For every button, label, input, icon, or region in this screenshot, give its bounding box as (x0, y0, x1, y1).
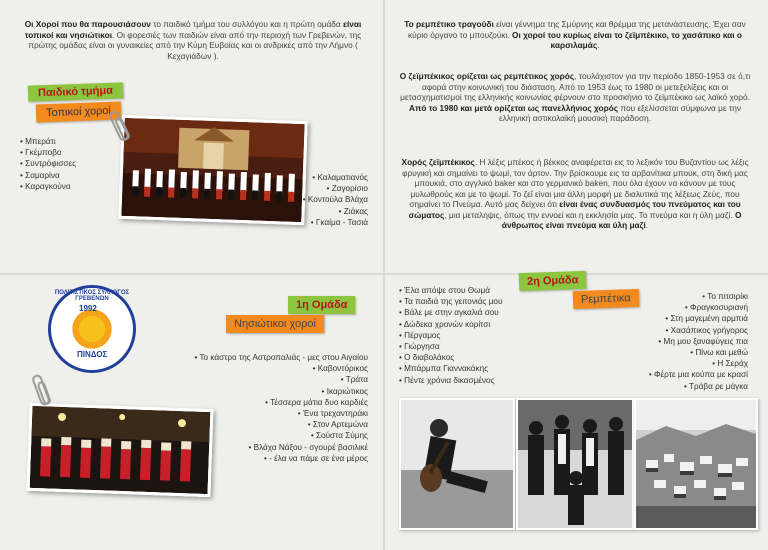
logo-ring-text: ΠΟΛΙΤΙΣΤΙΚΟΣ ΣΥΛΛΟΓΟΣ ΓΡΕΒΕΝΩΝ (54, 290, 130, 302)
logo-year: 1992 (79, 304, 97, 313)
list-item: • Μπεράτι (20, 136, 76, 147)
tag-rebetika: Ρεμπέτικα (573, 289, 639, 309)
etymology-text-1: . Η λέξις μπέκος ή βέκκος αναφέρεται εις το λεξικόν του Βυζαντίου ως λέξις φρυγική και σημαίνει το ψωμί, τον άρτον. Την βρίσκουμε εις τα αρβανίτικα μπουκ, στη δική μας μπουκιά, στο αγγλικό baker και στο γερμανικό baken, που όλα έχουν να κάνουν με τους μυλωθρούς και με το ψωμί. Το ζεΐ είναι μια άλλη μορφή με διαλυτικά της λέξεως Ζεύς, που σημαίνει το Πνεύμα. Αυτό μας δείχνει ότι (402, 157, 749, 209)
tag-childrens-section: Παιδικό τμήμα (28, 82, 123, 101)
intro-text-2: . Οι φορεσιές των παιδιών είναι από την περιοχή των Γρεβενών, της πρώτης ομάδας είναι οι γυναικείες από την Κύμη Ευβοίας και οι ανδρικές από την Λήμνο ( Κεχαγιάδων ). (28, 29, 362, 61)
intro-text-1: το παιδικό τμήμα του συλλόγου και η πρώτη ομάδα (150, 19, 344, 29)
bw-photo-town (634, 398, 758, 530)
list-item: • Χασάπικος γρήγορος (600, 325, 748, 336)
rebetiko-bold-2: Οι χοροί του κυρίως είναι το ζεϊμπέκικο, το χασάπικο και ο καρσιλαμάς (512, 29, 742, 50)
list-item: • Γιώργησα (399, 341, 502, 352)
zeibekiko-bold-1: Ο ζεϊμπέκικος ορίζεται ως ρεμπέτικος χορός (399, 71, 575, 81)
childrens-dances-left-list (20, 136, 76, 192)
list-item: • Ικαριώτικος (150, 386, 368, 397)
list-item: • Ζαγορίσιο (296, 183, 368, 194)
tag-local-dances: Τοπικοί χοροί (36, 102, 121, 123)
list-item: • Φέρτε μια κούπα με κρασί (600, 369, 748, 380)
list-item: • Γκέμποβο (20, 147, 76, 158)
bw-photo-musician (399, 398, 515, 530)
island-dance-photo (27, 403, 214, 497)
rebetiko-text-1: είναι γέννημα της Σμύρνης και θρέμμα της μετανάστευσης. Έχει σαν κύριο όργανο το μπουζούκι. (408, 19, 746, 40)
list-item: • Φραγκοσυριανή (600, 302, 748, 313)
list-item: • Μπάρμπα Γιαννακάκης (399, 363, 502, 374)
etymology-bold-1: Χορός ζεϊμπέκικος (401, 157, 475, 167)
intro-paragraph (18, 19, 368, 61)
list-item: • Βλάχα Νάξου - σγουρέ βασιλικέ (150, 442, 368, 453)
list-item: • Στη μαγεμένη αρμπιά (600, 313, 748, 324)
list-item: • Σαμαρίνα (20, 170, 76, 181)
club-logo (48, 285, 136, 373)
list-item: • Ένα τρεχαντηράκι (150, 408, 368, 419)
logo-name: ΠΙΝΔΟΣ (77, 350, 108, 359)
etymology-bold-3: O άνθρωπος είναι πνεύμα και ύλη μαζί (501, 209, 742, 230)
rebetika-left-list (399, 285, 502, 386)
list-item: • Έλα απόψε στου Θωμά (399, 285, 502, 296)
list-item: • Πέντε χρόνια δικασμένος (399, 375, 502, 386)
rebetiko-bold-1: Το ρεμπέτικο τραγούδι (404, 19, 494, 29)
list-item: • Σούστα Σύμης (150, 430, 368, 441)
horizontal-fold (0, 273, 768, 275)
zeibekiko-etymology-paragraph (398, 157, 752, 231)
band-photo-image (518, 400, 632, 528)
etymology-text-3: . (645, 220, 649, 230)
zeibekiko-paragraph (398, 71, 752, 124)
list-item: • Καλαματιανός (296, 172, 368, 183)
musician-photo-image (401, 400, 513, 528)
list-item: • Τράβα ρε μάγκα (600, 381, 748, 392)
stage-photo-image (121, 118, 304, 222)
etymology-bold-2: είναι ένας συνδυασμός του πνεύματος και του σώματος (408, 199, 741, 220)
tag-island-dances: Νησιώτικοι χοροί (226, 315, 324, 333)
list-item: • Στον Αρτεμώνα (150, 419, 368, 430)
list-item: • Ζιάκας (296, 206, 368, 217)
list-item: • Γκαίμα - Τασιά (296, 217, 368, 228)
list-item: • Καβοντόρικος (150, 363, 368, 374)
zeibekiko-text-1: , τουλάχιστον για την περίοδο 1850-1953 σε ό,τι αφορά στην κοινωνική του διάσταση. Από το 1953 έως το 1980 οι μετεξελίξεις και οι μετασχηματισμοί της ελληνικής κοινωνίας φέρνουν στο προσκήνιο το ζεϊμπέκικο ως λαϊκό χορό. (400, 71, 751, 102)
list-item: • Δώδεκα χρονών κορίτσι (399, 319, 502, 330)
rebetiko-text-2: . (597, 40, 600, 50)
vertical-fold (383, 0, 385, 550)
list-item: • Κοντούλα Βλάχα (296, 194, 368, 205)
childrens-dance-photo (118, 115, 308, 225)
tag-group-2: 2η Ομάδα (519, 271, 587, 291)
list-item: • Τα παιδιά της γειτονιάς μου (399, 296, 502, 307)
list-item: • Πέργαμος (399, 330, 502, 341)
list-item: • Ο διαβολάκος (399, 352, 502, 363)
intro-bold-1: Οι Χοροί που θα παρουσιάσουν (24, 19, 151, 29)
list-item: • Το πιτσιρίκι (600, 291, 748, 302)
list-item: • - έλα να πάμε σε ένα μέρος (150, 453, 368, 464)
bw-photo-band (516, 398, 634, 530)
rebetiko-paragraph-1 (398, 19, 752, 51)
list-item: • Συντρόφισσες (20, 158, 76, 169)
tag-group-1: 1η Ομάδα (288, 296, 355, 314)
childrens-dances-right-list (296, 172, 368, 228)
list-item: • Η Σεράχ (600, 358, 748, 369)
list-item: • Πίνω και μεθώ (600, 347, 748, 358)
intro-bold-2: είναι τοπικοί και νησιώτικοι (24, 19, 362, 40)
list-item: • Τράτα (150, 374, 368, 385)
list-item: • Καραγκούνα (20, 181, 76, 192)
list-item: • Το κάστρο της Αστροπαλιάς - μες στου Αιγαίου (150, 352, 368, 363)
night-dance-image (30, 406, 211, 494)
zeibekiko-text-2: που εξελίσσεται σύμφωνα με την ελληνική αστικολαϊκή μουσική παράδοση. (498, 102, 741, 123)
town-photo-image (636, 400, 756, 528)
etymology-text-2: , μια μεταληψις, όπως την εννοεί και η εκκλησία μας. Το πνεύμα και η ύλη μαζί. (444, 209, 735, 220)
zeibekiko-bold-2: Από το 1980 και μετά ορίζεται ως πανελλήνιος χορός (409, 102, 619, 113)
list-item: • Βάλε με στην αγκαλιά σου (399, 307, 502, 318)
list-item: • Τέσσερα μάτια δυο καρδιές (150, 397, 368, 408)
rebetika-right-list (600, 291, 748, 392)
list-item: • Μη μου ξαναφύγεις πια (600, 336, 748, 347)
